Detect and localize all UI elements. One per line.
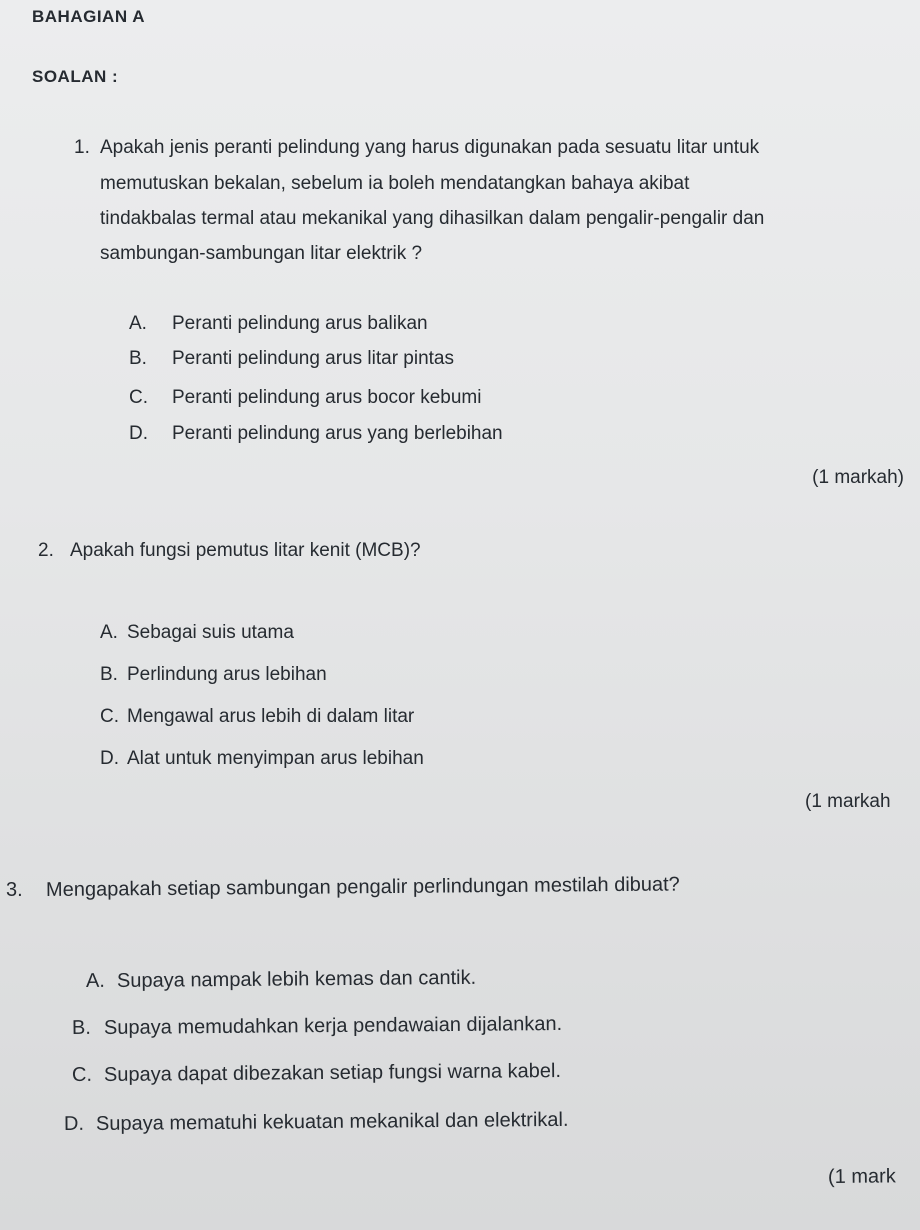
option-d-text: Supaya mematuhi kekuatan mekanikal dan elektrikal. [95, 1108, 569, 1135]
option-d-letter: D. [63, 1112, 85, 1135]
question-number: 2. [38, 540, 54, 561]
option-c-text: Peranti pelindung arus bocor kebumi [172, 387, 482, 408]
option-b-text: Perlindung arus lebihan [127, 664, 327, 685]
option-d-text: Peranti pelindung arus yang berlebihan [172, 423, 503, 444]
option-a-letter: A. [129, 313, 147, 334]
questions-label: SOALAN : [32, 67, 119, 86]
option-d-letter: D. [100, 748, 119, 769]
question-text-line: Mengapakah setiap sambungan pengalir perlindungan mestilah dibuat? [45, 873, 680, 901]
option-b-letter: B. [100, 664, 118, 685]
option-c-letter: C. [71, 1063, 93, 1086]
question-number: 3. [6, 879, 23, 901]
option-c-text: Supaya dapat dibezakan setiap fungsi warna kabel. [103, 1060, 562, 1086]
option-b-letter: B. [71, 1016, 92, 1039]
option-a-letter: A. [85, 969, 106, 992]
question-number: 1. [74, 137, 90, 158]
option-a-text: Supaya nampak lebih kemas dan cantik. [116, 966, 477, 992]
option-b-letter: B. [129, 348, 147, 369]
question-text-line: tindakbalas termal atau mekanikal yang dihasilkan dalam pengalir-pengalir dan [100, 208, 765, 229]
option-c-letter: C. [129, 387, 148, 408]
section-title: BAHAGIAN A [32, 7, 145, 26]
question-text-line: sambungan-sambungan litar elektrik ? [100, 243, 423, 264]
option-a-text: Sebagai suis utama [127, 622, 294, 643]
option-b-text: Supaya memudahkan kerja pendawaian dijalankan. [103, 1013, 563, 1039]
option-a-text: Peranti pelindung arus balikan [172, 313, 428, 334]
option-b-text: Peranti pelindung arus litar pintas [172, 348, 455, 369]
marks-label: (1 markah) [812, 467, 904, 488]
option-c-text: Mengawal arus lebih di dalam litar [127, 706, 415, 727]
question-text-line: Apakah fungsi pemutus litar kenit (MCB)? [70, 540, 421, 561]
question-text-line: Apakah jenis peranti pelindung yang harus digunakan pada sesuatu litar untuk [100, 137, 760, 158]
option-d-letter: D. [129, 423, 148, 444]
option-a-letter: A. [100, 622, 118, 643]
option-d-text: Alat untuk menyimpan arus lebihan [127, 748, 424, 769]
option-c-letter: C. [100, 706, 119, 727]
marks-label: (1 markah [805, 791, 891, 812]
marks-label: (1 mark [827, 1165, 896, 1188]
question-text-line: memutuskan bekalan, sebelum ia boleh mendatangkan bahaya akibat [100, 173, 690, 194]
